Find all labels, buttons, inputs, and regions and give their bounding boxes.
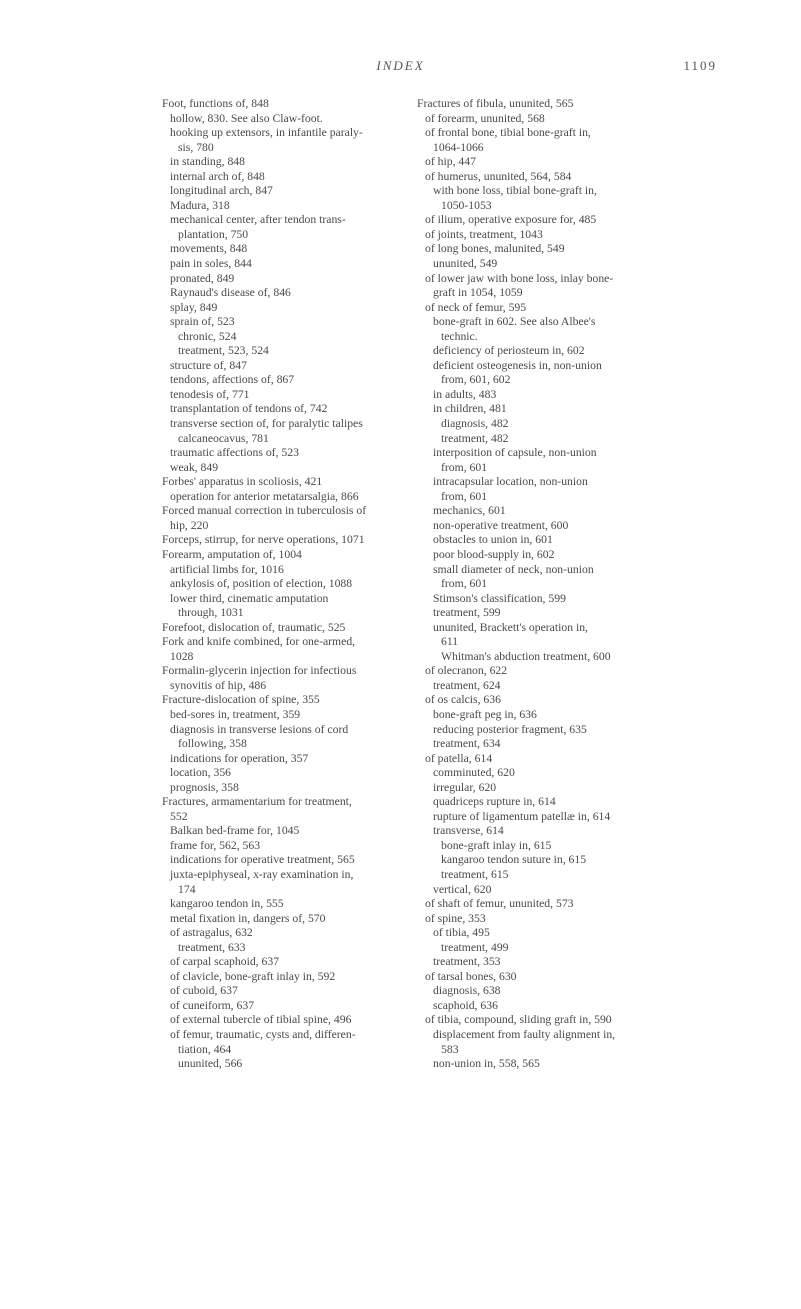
index-subentry: diagnosis, 482 [441,417,509,431]
index-subentry: 583 [441,1042,459,1056]
right-index-column [417,97,657,1072]
index-subentry: lower third, cinematic amputation [170,591,329,605]
index-subentry: mechanical center, after tendon trans- [170,213,346,227]
index-subentry: ankylosis of, position of election, 1088 [170,577,353,591]
index-subentry: treatment, 482 [441,431,509,445]
index-subentry: 552 [170,809,188,823]
index-subentry: from, 601, 602 [441,373,511,387]
index-entry: Forbes' apparatus in scoliosis, 421 [162,475,323,489]
index-subentry: location, 356 [170,766,232,780]
index-subentry: technic. [441,329,478,343]
index-subentry: rupture of ligamentum patellæ in, 614 [433,809,611,823]
index-subentry: of forearm, ununited, 568 [425,111,545,125]
index-subentry: following, 358 [178,737,247,751]
index-subentry: reducing posterior fragment, 635 [433,722,587,736]
index-subentry: ununited, 549 [433,257,498,271]
index-subentry: in children, 481 [433,402,507,416]
index-subentry: bone-graft peg in, 636 [433,707,537,721]
index-subentry: traumatic affections of, 523 [170,446,299,460]
index-entry: Fork and knife combined, for one-armed, [162,635,356,649]
index-subentry: structure of, 847 [170,358,247,372]
index-subentry: prognosis, 358 [170,780,239,794]
index-subentry: treatment, 633 [178,940,246,954]
index-subentry: indications for operative treatment, 565 [170,853,355,867]
index-subentry: treatment, 499 [441,940,509,954]
index-subentry: of cuboid, 637 [170,984,238,998]
index-subentry: 1050-1053 [441,198,492,212]
index-subentry: graft in 1054, 1059 [433,286,523,300]
index-entry: Foot, functions of, 848 [162,97,269,110]
index-subentry: pronated, 849 [170,271,235,285]
index-entry: Forearm, amputation of, 1004 [162,547,302,561]
index-subentry: transverse, 614 [433,824,504,838]
index-subentry: sis, 780 [178,140,214,154]
index-subentry: quadriceps rupture in, 614 [433,795,556,809]
index-subentry: of astragalus, 632 [170,926,253,940]
index-entry: Fractures, armamentarium for treatment, [162,795,352,809]
index-subentry: 611 [441,635,459,649]
index-subentry: from, 601 [441,489,488,503]
index-subentry: internal arch of, 848 [170,169,265,183]
index-subentry: deficient osteogenesis in, non-union [433,358,602,372]
index-subentry: of carpal scaphoid, 637 [170,955,280,969]
index-subentry: with bone loss, tibial bone-graft in, [433,184,597,198]
index-subentry: of external tubercle of tibial spine, 496 [170,1013,352,1027]
index-entry: Forefoot, dislocation of, traumatic, 525 [162,620,346,634]
index-entry: Forced manual correction in tuberculosis of [162,504,367,518]
index-subentry: from, 601 [441,460,488,474]
index-subentry: tendons, affections of, 867 [170,373,295,387]
index-subentry: of spine, 353 [425,911,486,925]
index-subentry: artificial limbs for, 1016 [170,562,284,576]
index-subentry: deficiency of periosteum in, 602 [433,344,585,358]
index-subentry: treatment, 599 [433,606,501,620]
index-subentry: obstacles to union in, 601 [433,533,553,547]
index-subentry: non-union in, 558, 565 [433,1057,540,1071]
index-subentry: through, 1031 [178,606,244,620]
index-subentry: in adults, 483 [433,387,497,401]
index-subentry: Madura, 318 [170,198,230,212]
index-subentry: bone-graft inlay in, 615 [441,838,552,852]
index-subentry: ununited, 566 [178,1057,243,1071]
index-subentry: movements, 848 [170,242,248,256]
index-subentry: diagnosis in transverse lesions of cord [170,722,349,736]
index-subentry: 1064-1066 [433,140,484,154]
index-subentry: small diameter of neck, non-union [433,562,594,576]
left-index-column [162,97,412,1072]
index-subentry: splay, 849 [170,300,218,314]
index-subentry: comminuted, 620 [433,766,515,780]
index-subentry: of olecranon, 622 [425,664,508,678]
index-subentry: irregular, 620 [433,780,497,794]
index-subentry: juxta-epiphyseal, x-ray examination in, [170,867,354,881]
index-subentry: of os calcis, 636 [425,693,501,707]
index-subentry: synovitis of hip, 486 [170,678,267,692]
index-subentry: of shaft of femur, ununited, 573 [425,897,574,911]
index-subentry: of femur, traumatic, cysts and, differen- [170,1028,356,1041]
index-subentry: indications for operation, 357 [170,751,309,765]
index-subentry: treatment, 353 [433,955,501,969]
index-subentry: of ilium, operative exposure for, 485 [425,213,597,227]
index-subentry: of humerus, ununited, 564, 584 [425,169,572,183]
index-subentry: Stimson's classification, 599 [433,591,566,605]
index-subentry: of tarsal bones, 630 [425,969,517,983]
index-subentry: tiation, 464 [178,1042,232,1056]
index-subentry: Raynaud's disease of, 846 [170,286,291,300]
index-subentry: treatment, 523, 524 [178,344,269,358]
index-subentry: bed-sores in, treatment, 359 [170,707,301,721]
index-subentry: kangaroo tendon suture in, 615 [441,853,587,867]
index-subentry: hooking up extensors, in infantile paraly- [170,126,363,140]
index-subentry: of joints, treatment, 1043 [425,227,543,241]
index-subentry: weak, 849 [170,460,219,474]
index-subentry: operation for anterior metatarsalgia, 866 [170,489,359,503]
index-entry: Fractures of fibula, ununited, 565 [417,97,574,110]
index-entry: Formalin-glycerin injection for infectious [162,664,357,678]
index-subentry: of clavicle, bone-graft inlay in, 592 [170,969,336,983]
index-subentry: poor blood-supply in, 602 [433,547,555,561]
index-subentry: in standing, 848 [170,155,245,169]
index-subentry: Balkan bed-frame for, 1045 [170,824,300,838]
index-subentry: intracapsular location, non-union [433,475,588,489]
index-subentry: of neck of femur, 595 [425,300,527,314]
index-subentry: longitudinal arch, 847 [170,184,273,198]
index-subentry: kangaroo tendon in, 555 [170,897,284,911]
index-subentry: calcaneocavus, 781 [178,431,269,445]
index-subentry: bone-graft in 602. See also Albee's [433,315,596,329]
index-subentry: treatment, 624 [433,678,501,692]
index-subentry: displacement from faulty alignment in, [433,1028,616,1041]
index-subentry: plantation, 750 [178,227,249,241]
index-subentry: of lower jaw with bone loss, inlay bone- [425,271,614,285]
index-subentry: treatment, 634 [433,737,501,751]
index-subentry: vertical, 620 [433,882,492,896]
index-subentry: chronic, 524 [178,329,237,343]
index-subentry: hollow, 830. See also Claw-foot. [170,111,323,125]
index-subentry: metal fixation in, dangers of, 570 [170,911,326,925]
index-subentry: of hip, 447 [425,155,476,169]
index-subentry: of tibia, 495 [433,926,490,940]
index-subentry: mechanics, 601 [433,504,506,518]
running-header-title: INDEX [376,58,425,73]
index-subentry: from, 601 [441,577,488,591]
index-subentry: sprain of, 523 [170,315,235,329]
index-subentry: transverse section of, for paralytic talipes [170,417,363,431]
index-subentry: frame for, 562, 563 [170,838,261,852]
index-subentry: Whitman's abduction treatment, 600 [441,649,611,663]
index-subentry: of cuneiform, 637 [170,998,255,1012]
index-subentry: ununited, Brackett's operation in, [433,620,588,634]
index-subentry: of long bones, malunited, 549 [425,242,565,256]
index-subentry: hip, 220 [170,518,209,532]
index-subentry: interposition of capsule, non-union [433,446,597,460]
index-subentry: pain in soles, 844 [170,257,252,271]
index-subentry: scaphoid, 636 [433,998,498,1012]
index-entry: Forceps, stirrup, for nerve operations, 1071 [162,533,365,547]
index-subentry: of frontal bone, tibial bone-graft in, [425,126,591,140]
index-subentry: non-operative treatment, 600 [433,518,569,532]
index-subentry: of patella, 614 [425,751,493,765]
index-subentry: 1028 [170,649,194,663]
index-entry: Fracture-dislocation of spine, 355 [162,693,320,707]
index-subentry: transplantation of tendons of, 742 [170,402,328,416]
index-subentry: treatment, 615 [441,867,509,881]
index-subentry: 174 [178,882,196,896]
index-subentry: diagnosis, 638 [433,984,501,998]
page-number: 1109 [683,58,717,73]
index-subentry: tenodesis of, 771 [170,387,250,401]
index-subentry: of tibia, compound, sliding graft in, 590 [425,1013,612,1027]
